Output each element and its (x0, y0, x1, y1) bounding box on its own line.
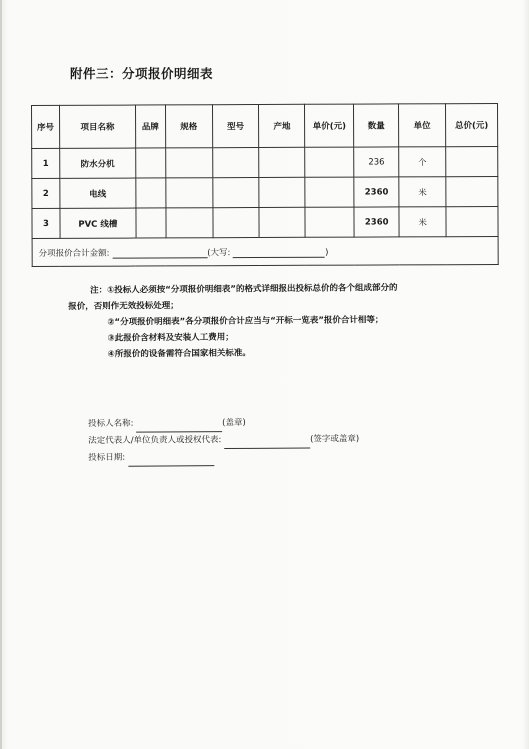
model-cell (212, 148, 259, 178)
item-name: 电线 (60, 178, 136, 208)
representative-row (88, 431, 359, 450)
model-cell (213, 208, 260, 238)
quantity-cell: 2360 (354, 177, 399, 207)
page-title: 附件三：分项报价明细表 (70, 66, 214, 81)
total-amount-row (32, 236, 498, 266)
header-cell: 数量 (354, 104, 399, 147)
bidder-name-row (88, 414, 359, 433)
table-header-row (32, 103, 498, 148)
note-line: ④所报价的设备需符合国家相关标准。 (107, 348, 251, 360)
total-price-cell (446, 146, 498, 176)
header-cell: 序号 (32, 105, 60, 148)
row-number: 1 (32, 148, 60, 178)
unit-price-cell (305, 147, 354, 177)
header-cell: 单位 (399, 104, 446, 147)
unit-price-cell (305, 207, 354, 237)
brand-cell (136, 208, 166, 238)
origin-cell (259, 207, 305, 237)
daxie-blank[interactable] (233, 247, 325, 257)
total-amount-blank[interactable] (112, 248, 207, 258)
unit-cell: 米 (399, 207, 446, 237)
representative-label: 法定代表人/单位负责人或授权代表: (88, 435, 222, 446)
daxie-close: ) (325, 247, 329, 258)
bid-date-blank[interactable] (128, 456, 214, 467)
brand-cell (135, 148, 165, 178)
total-price-cell (446, 206, 498, 236)
model-cell (212, 178, 259, 208)
spec-cell (166, 208, 213, 238)
header-cell: 单价(元) (305, 104, 354, 147)
header-cell: 品牌 (135, 105, 165, 148)
bidder-name-suffix: (盖章) (222, 417, 246, 429)
representative-blank[interactable] (224, 438, 310, 449)
notes-section (62, 279, 483, 363)
table-row (32, 176, 498, 208)
total-amount-label: 分项报价合计金额: (38, 248, 110, 259)
unit-cell: 米 (399, 177, 446, 207)
note-line: ②“分项报价明细表”各分项报价合计应当与“开标一览表”报价合计相等； (107, 315, 384, 328)
origin-cell (259, 177, 305, 207)
table-row (32, 146, 498, 178)
header-cell: 总价(元) (446, 103, 498, 146)
brand-cell (136, 178, 166, 208)
representative-suffix: (签字或盖章) (310, 434, 360, 445)
signature-section (88, 414, 359, 467)
note-line: 注：①投标人必须按“分项报价明细表”的格式详细报出投标总价的各个组成部分的 (90, 283, 398, 296)
spec-cell (166, 178, 213, 208)
bid-date-label: 投标日期: (88, 452, 126, 463)
quantity-cell: 236 (354, 147, 399, 177)
price-detail-table (31, 103, 499, 267)
header-cell: 规格 (165, 105, 212, 148)
unit-cell: 个 (399, 147, 446, 177)
bid-date-row (88, 448, 359, 467)
table-row (32, 206, 498, 238)
note-line: ③此报价含材料及安装人工费用； (107, 332, 234, 344)
total-price-cell (446, 176, 498, 206)
note-line: 报价，否则作无效投标处理； (68, 300, 179, 312)
daxie-open: (大写: (207, 247, 231, 258)
header-cell: 型号 (212, 105, 259, 148)
unit-price-cell (305, 177, 354, 207)
bidder-name-label: 投标人名称: (88, 418, 134, 429)
item-name: PVC 线槽 (60, 208, 136, 238)
bidder-name-blank[interactable] (136, 422, 222, 433)
item-name: 防水分机 (60, 148, 136, 178)
total-amount-cell (32, 236, 498, 266)
row-number: 2 (32, 178, 60, 208)
spec-cell (165, 148, 212, 178)
quantity-cell: 2360 (354, 207, 399, 237)
header-cell: 产地 (259, 104, 305, 147)
origin-cell (259, 147, 305, 177)
header-cell: 项目名称 (59, 105, 135, 148)
row-number: 3 (32, 208, 60, 238)
